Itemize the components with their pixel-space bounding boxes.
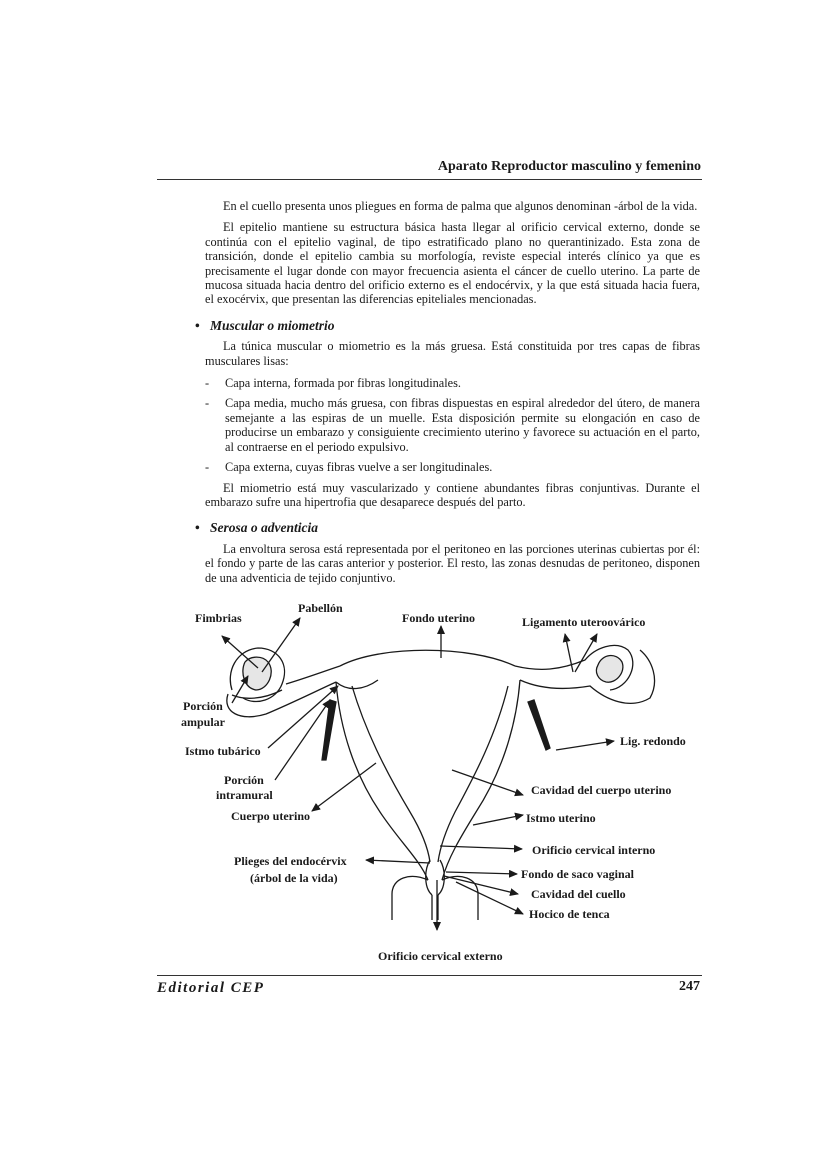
- label-orificio-interno: Orificio cervical interno: [532, 843, 656, 857]
- label-pliegues-2: (árbol de la vida): [250, 871, 338, 885]
- label-cavidad-cuerpo: Cavidad del cuerpo uterino: [531, 783, 672, 797]
- footer-rule: [157, 975, 702, 976]
- label-cuerpo-uterino: Cuerpo uterino: [231, 809, 310, 823]
- label-porcion-intramural: Porción: [224, 773, 264, 787]
- footer-publisher: Editorial CEP: [157, 980, 265, 996]
- section-title: Muscular o miometrio: [210, 317, 335, 333]
- label-hocico-tenca: Hocico de tenca: [529, 907, 610, 921]
- label-lig-redondo: Lig. redondo: [620, 734, 686, 748]
- label-orificio-externo: Orificio cervical externo: [378, 949, 503, 963]
- dash-marker: -: [205, 396, 210, 411]
- label-porcion-ampular: Porción: [183, 699, 223, 713]
- paragraph: La envoltura serosa está representada por el peritoneo en las porciones uterinas cubiertas por él: el fondo y parte de las caras anterior y posterior. El resto, las zonas desnudas de peritoneo, disponen de una adventicia de tejido conjuntivo.: [205, 541, 700, 585]
- bullet-icon: •: [195, 520, 200, 536]
- dash-marker: -: [205, 460, 210, 475]
- label-fondo-uterino: Fondo uterino: [402, 611, 476, 625]
- label-pliegues: Plieges del endocérvix: [234, 854, 347, 868]
- label-fimbrias: Fimbrias: [195, 611, 242, 625]
- page-number: 247: [679, 979, 700, 994]
- bullet-icon: •: [195, 317, 200, 333]
- label-istmo-uterino: Istmo uterino: [526, 811, 596, 825]
- label-porcion-ampular-2: ampular: [181, 715, 226, 729]
- list-item-text: Capa externa, cuyas fibras vuelve a ser longitudinales.: [225, 460, 493, 475]
- running-header: Aparato Reproductor masculino y femenino: [437, 159, 701, 174]
- list-item-text: Capa media, mucho más gruesa, con fibras dispuestas en espiral alrededor del útero, de manera semejante a las espiras de un muelle. Esta disposición permite su elongación en caso de producirse un embarazo y consiguiente crecimiento uterino y favorece su actuación en el parto, al contraerse en el periodo expulsivo.: [225, 396, 700, 454]
- section-title: Serosa o adventicia: [210, 520, 318, 536]
- paragraph: El epitelio mantiene su estructura básica hasta llegar al orificio cervical externo, donde se continúa con el epitelio vaginal, de tipo estratificado plano no querantinizado. Esta zona de transición, donde el epitelio cambia su morfología, reviste especial interés clínico ya que es precisamente el lugar donde con mayor frecuencia asienta el cáncer de cuello uterino. La parte de mucosa situada hacia dentro del orificio externo es el endocérvix, y la que está situada hacia fuera, el exocérvix, que presentan las diferencias epiteliales mencionadas.: [205, 220, 700, 307]
- label-pabellon: Pabellón: [298, 601, 343, 615]
- paragraph: La túnica muscular o miometrio es la más gruesa. Está constituida por tres capas de fibras musculares lisas:: [205, 339, 700, 368]
- label-ligamento-uteroovarico: Ligamento uteroovárico: [522, 615, 646, 629]
- label-porcion-intramural-2: intramural: [216, 788, 273, 802]
- paragraph: En el cuello presenta unos pliegues en forma de palma que algunos denominan -árbol de la vida.: [223, 199, 698, 213]
- label-cavidad-cuello: Cavidad del cuello: [531, 887, 626, 901]
- dash-marker: -: [205, 376, 210, 391]
- list-item-text: Capa interna, formada por fibras longitudinales.: [225, 376, 461, 391]
- paragraph: El miometrio está muy vascularizado y contiene abundantes fibras conjuntivas. Durante el embarazo sufre una hipertrofia que desaparece después del parto.: [205, 480, 700, 509]
- label-fondo-saco: Fondo de saco vaginal: [521, 867, 635, 881]
- label-istmo-tubarico: Istmo tubárico: [185, 744, 261, 758]
